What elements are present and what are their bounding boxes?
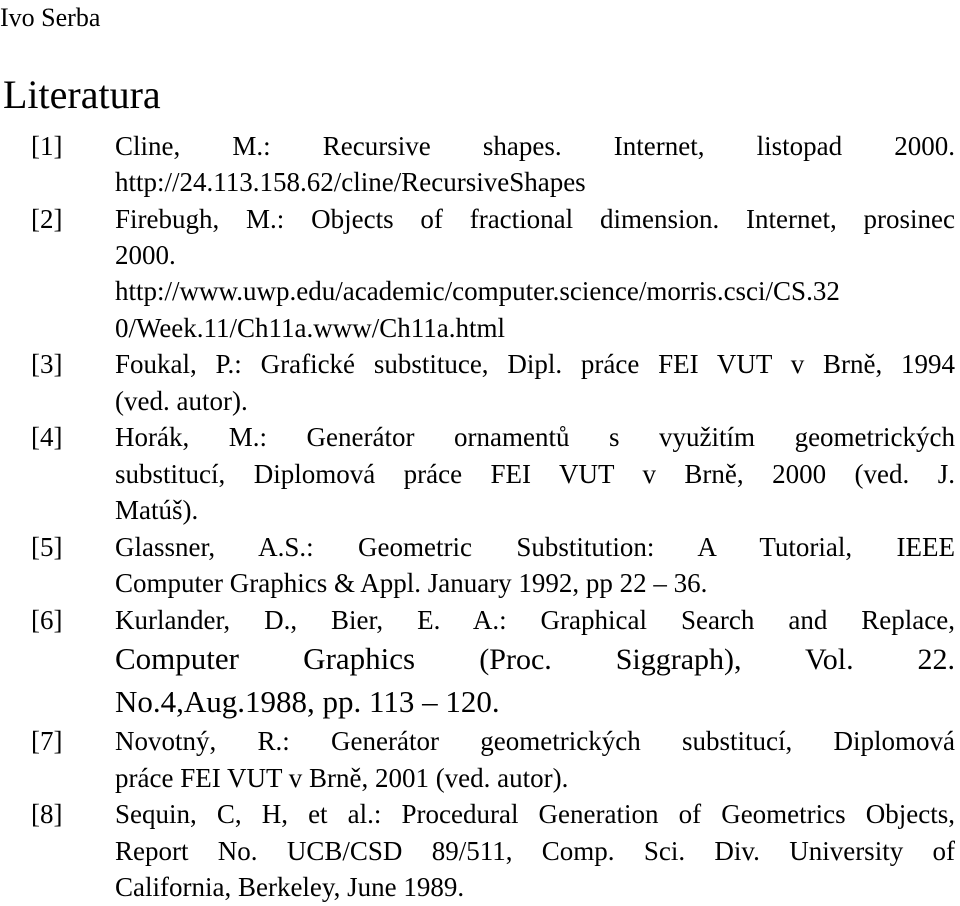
reference-line-start: Computer Graphics [115,640,416,676]
reference-line: Horák, M.: Generátor ornamentů s využitím geometrických [115,422,955,453]
reference-line: Computer Graphics & Appl. January 1992, pp 22 – 36. [115,567,708,598]
reference-text [115,529,955,601]
reference-text [115,128,955,200]
reference-item-7 [0,723,955,795]
reference-line [115,638,955,681]
reference-item-4 [0,419,955,528]
reference-line: substitucí, Diplomová práce FEI VUT v Brně, 2000 (ved. J. [115,458,955,489]
reference-line: http://24.113.158.62/cline/RecursiveShapes [115,167,586,198]
reference-number: [3] [31,349,63,380]
reference-line: práce FEI VUT v Brně, 2001 (ved. autor). [115,762,569,793]
reference-text [115,796,955,905]
reference-line: (ved. autor). [115,385,248,416]
reference-line: Report No. UCB/CSD 89/511, Comp. Sci. Div. University of [115,835,955,866]
section-title: Literatura [3,72,161,117]
reference-line: California, Berkeley, June 1989. [115,871,465,902]
reference-line: Cline, M.: Recursive shapes. Internet, listopad 2000. [115,131,955,161]
reference-number: [8] [31,799,63,830]
reference-number: [1] [31,131,63,161]
reference-number: [2] [31,204,63,234]
reference-text [115,201,955,346]
reference-item-6 [0,602,955,723]
reference-number: [4] [31,422,63,453]
reference-line: 2000. [115,240,176,271]
running-header-author: Ivo Serba [0,3,101,32]
reference-line: Novotný, R.: Generátor geometrických substitucí, Diplomová [115,726,955,757]
reference-number: [6] [31,604,63,635]
reference-item-2 [0,201,955,346]
reference-item-8 [0,796,955,905]
reference-item-5 [0,529,955,601]
reference-text [115,723,955,795]
reference-line: Firebugh, M.: Objects of fractional dimension. Internet, prosinec [115,204,955,234]
reference-line: Kurlander, D., Bier, E. A.: Graphical Search and Replace, [115,604,955,635]
reference-line: 0/Week.11/Ch11a.www/Ch11a.html [115,312,506,343]
reference-item-1 [0,128,955,200]
reference-line: Glassner, A.S.: Geometric Substitution: A Tutorial, IEEE [115,531,955,562]
reference-text [115,419,955,528]
reference-text [115,346,955,418]
reference-line: No.4,Aug.1988, pp. 113 – 120. [115,683,500,719]
reference-number: [5] [31,531,63,562]
reference-line: http://www.uwp.edu/academic/computer.science/morris.csci/CS.32 [115,276,840,307]
reference-line: Matúš). [115,494,199,525]
reference-number: [7] [31,726,63,757]
reference-list [0,128,960,906]
reference-line-end: (Proc. Siggraph), Vol. 22. [479,642,956,676]
reference-text [115,602,955,723]
reference-item-3 [0,346,955,418]
reference-line: Foukal, P.: Grafické substituce, Dipl. práce FEI VUT v Brně, 1994 [115,349,955,380]
reference-line: Sequin, C, H, et al.: Procedural Generation of Geometrics Objects, [115,799,955,830]
